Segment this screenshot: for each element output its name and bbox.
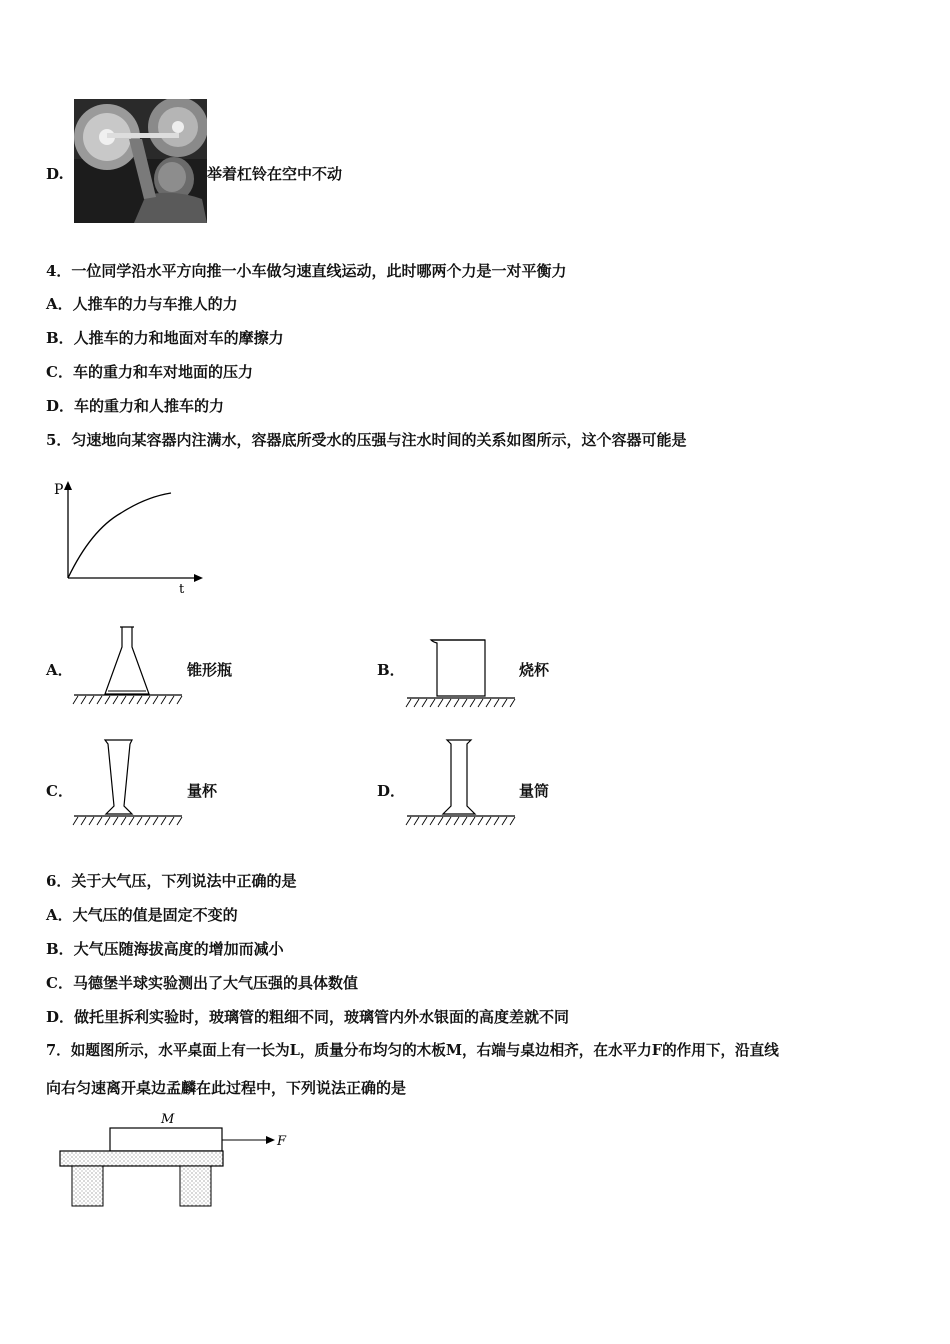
board-label: M	[161, 1112, 175, 1127]
pressure-time-graph	[46, 475, 216, 600]
q4-option-c: C．车的重力和车对地面的压力	[46, 363, 253, 381]
q5-option-d-letter: D．	[377, 782, 406, 800]
beaker-drawing	[405, 634, 517, 714]
q5-stem: 5．匀速地向某容器内注满水，容器底所受水的压强与注水时间的关系如图所示，这个容器可能是	[46, 431, 687, 449]
weightlifter-image	[74, 99, 207, 223]
table-leg-left	[72, 1166, 103, 1206]
q6-option-c: C．马德堡半球实验测出了大气压强的具体数值	[46, 974, 358, 992]
force-label: F	[277, 1134, 287, 1149]
board-m	[110, 1128, 222, 1151]
q5-option-c-letter: C．	[46, 782, 73, 800]
measuring-cup-drawing	[72, 736, 184, 831]
q6-option-a: A．大气压的值是固定不变的	[46, 906, 238, 924]
tabletop	[60, 1151, 223, 1166]
q6-option-d: D．做托里拆利实验时，玻璃管的粗细不同，玻璃管内外水银面的高度差就不同	[46, 1008, 570, 1026]
q3-option-d-text: 举着杠铃在空中不动	[207, 165, 343, 183]
table-leg-right	[180, 1166, 211, 1206]
q7-stem-line1: 7．如题图所示，水平桌面上有一长为L，质量分布均匀的木板M，右端与桌边相齐，在水平力F的作用下，沿直线	[46, 1042, 779, 1059]
q4-option-b: B．人推车的力和地面对车的摩擦力	[46, 329, 284, 347]
q4-stem: 4．一位同学沿水平方向推一小车做匀速直线运动，此时哪两个力是一对平衡力	[46, 262, 567, 280]
q5-option-a-name: 锥形瓶	[187, 661, 233, 679]
table-board-figure	[55, 1108, 295, 1210]
q5-option-d-name: 量筒	[519, 782, 550, 800]
q5-option-c-name: 量杯	[187, 782, 218, 800]
q5-option-b-name: 烧杯	[519, 661, 550, 679]
q7-stem-line2: 向右匀速离开桌边孟麟在此过程中，下列说法正确的是	[46, 1079, 407, 1097]
q5-option-a-letter: A．	[46, 661, 73, 679]
graduated-cylinder-drawing	[405, 736, 517, 831]
q4-option-a: A．人推车的力与车推人的力	[46, 295, 238, 313]
conical-flask-drawing	[72, 622, 184, 708]
q6-option-b: B．大气压随海拔高度的增加而减小	[46, 940, 284, 958]
q3-option-d-letter: D.	[46, 165, 64, 183]
graph-x-label: t	[179, 582, 185, 597]
graph-y-label: P	[54, 482, 64, 498]
q5-option-b-letter: B．	[377, 661, 405, 679]
q6-stem: 6．关于大气压，下列说法中正确的是	[46, 872, 297, 890]
q4-option-d: D．车的重力和人推车的力	[46, 397, 225, 415]
